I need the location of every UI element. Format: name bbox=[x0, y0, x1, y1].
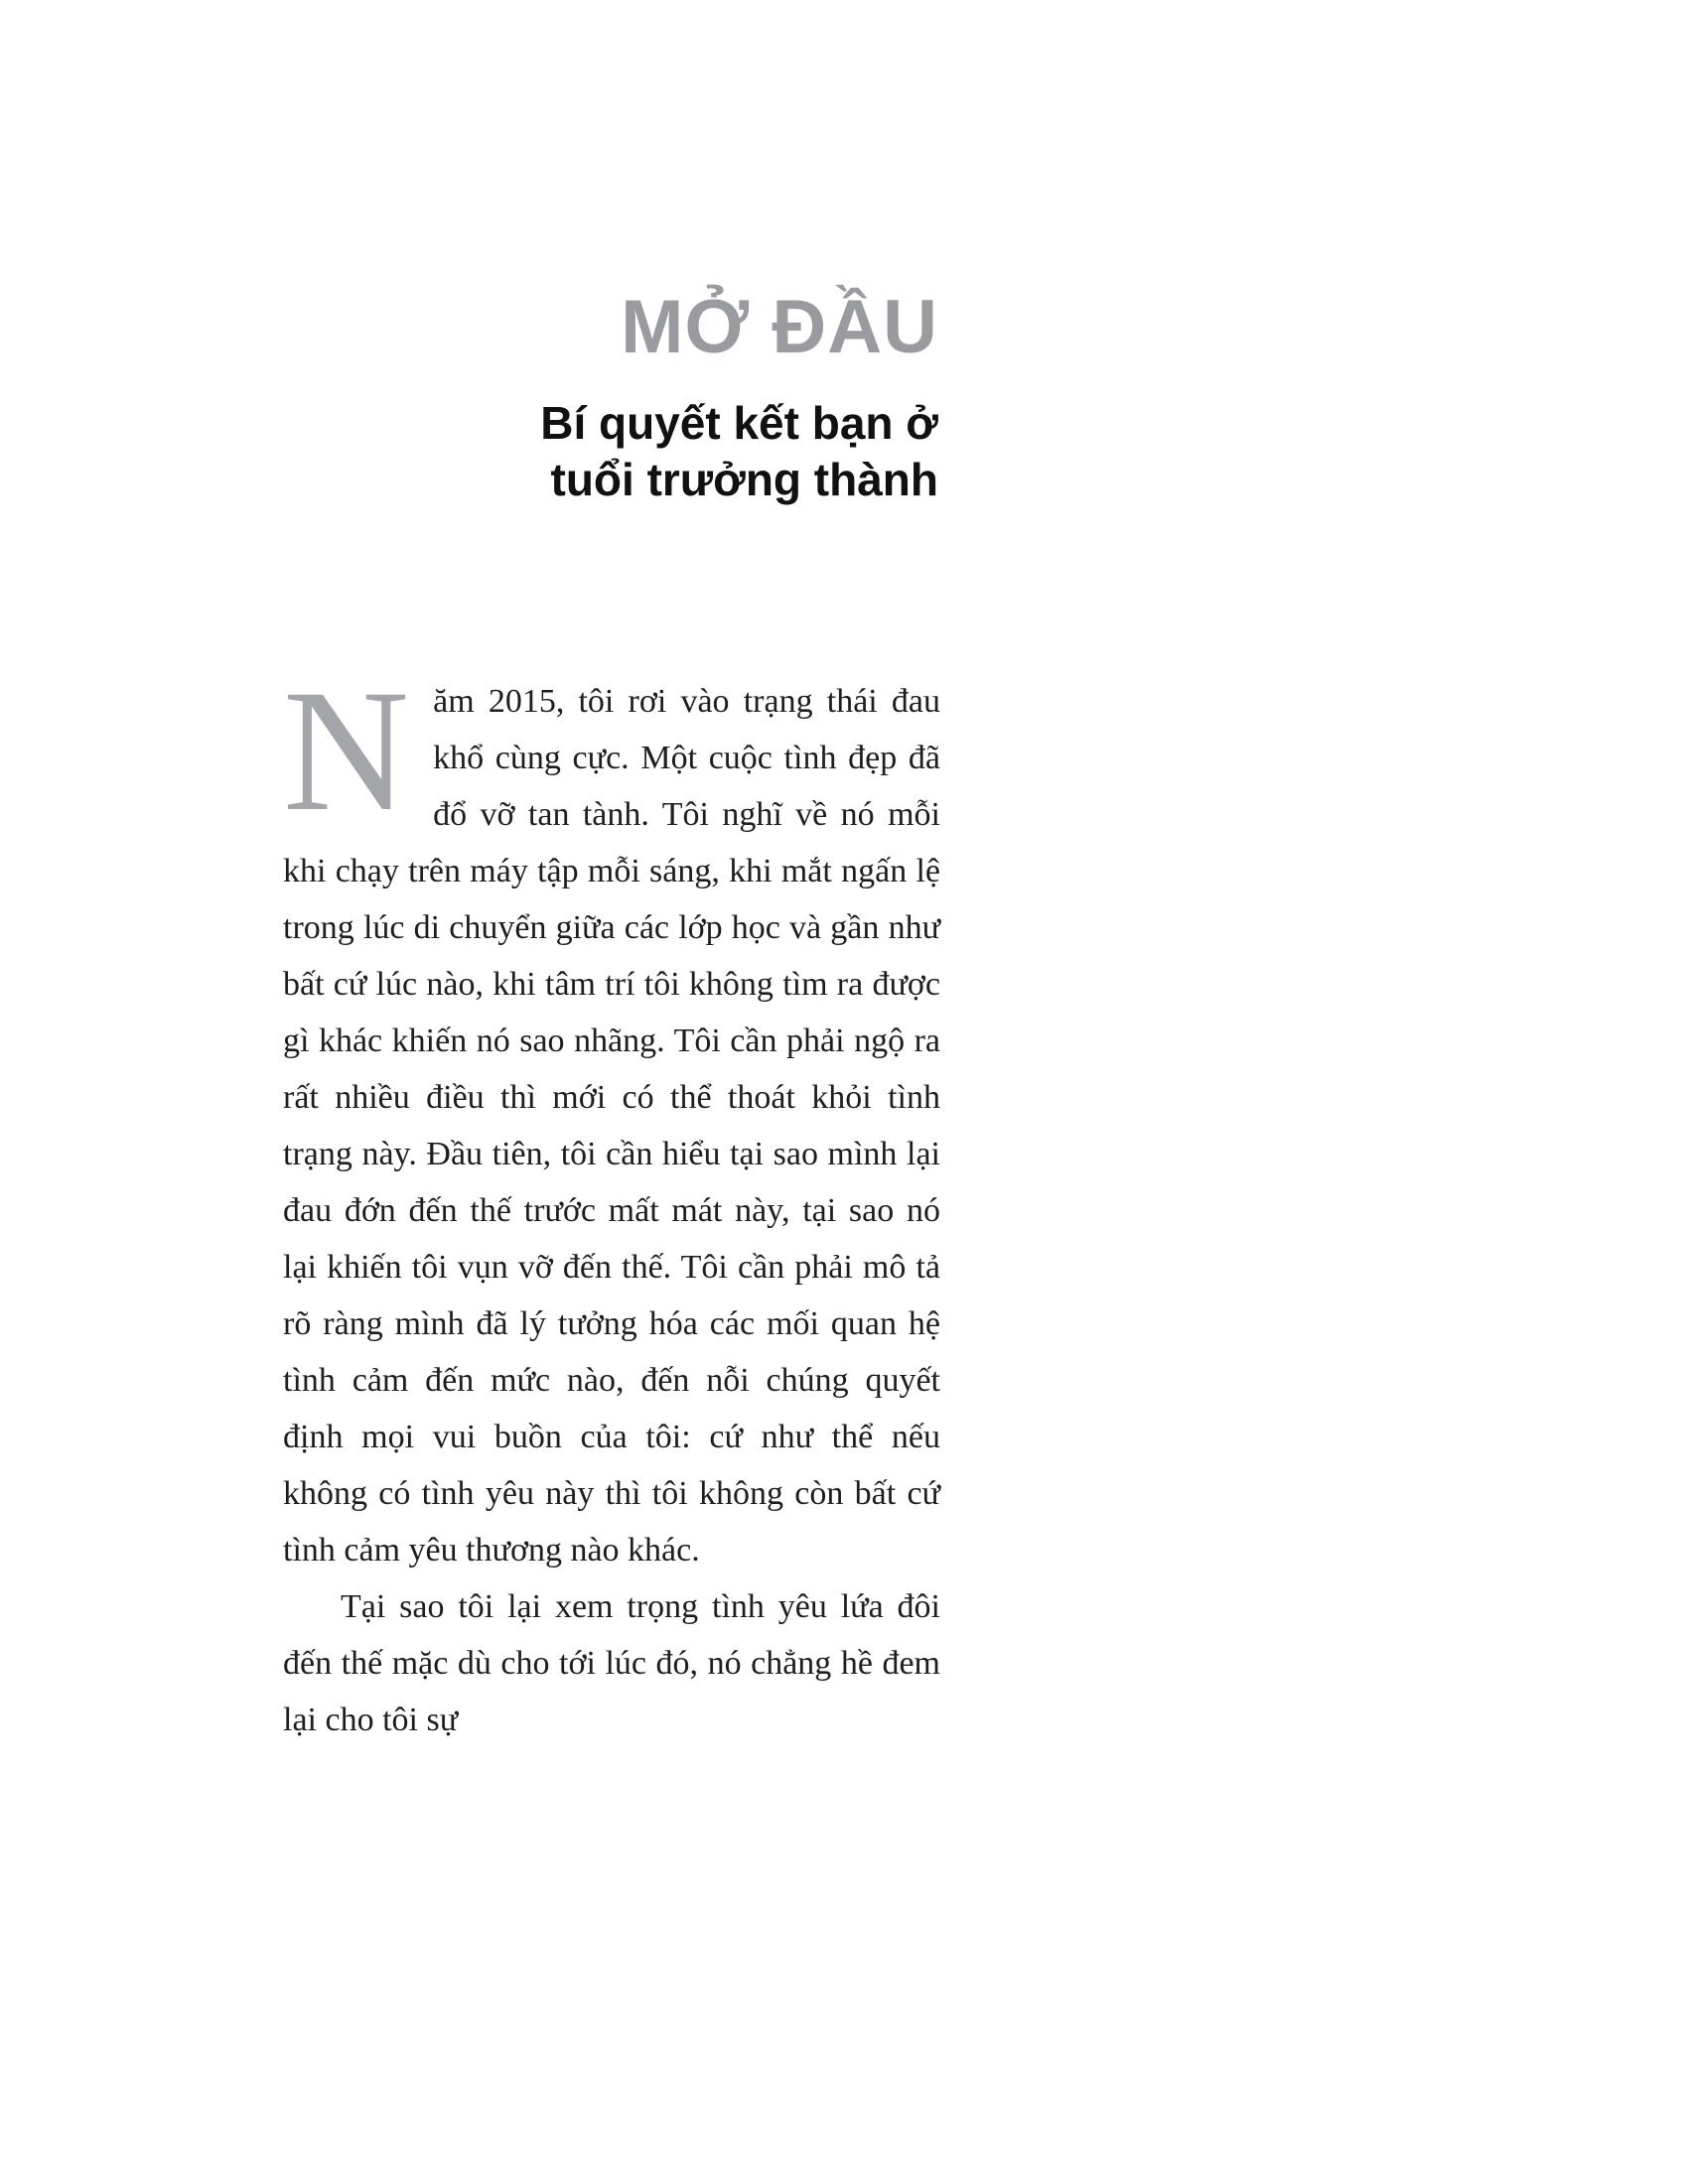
paragraph-2: Tại sao tôi lại xem trọng tình yêu lứa đôi đến thế mặc dù cho tới lúc đó, nó chẳng hề đem lại cho tôi sự bbox=[283, 1588, 940, 1738]
chapter-title: MỞ ĐẦU bbox=[621, 285, 938, 369]
chapter-subtitle bbox=[283, 395, 938, 508]
paragraph-1-text: ăm 2015, tôi rơi vào trạng thái đau khổ cùng cực. Một cuộc tình đẹp đã đổ vỡ tan tành. Tôi nghĩ về nó mỗi khi chạy trên máy tập mỗi sáng, khi mắt ngấn lệ trong lúc di chuyển giữa các lớp học và gần như bất cứ lúc nào, khi tâm trí tôi không tìm ra được gì khác khiến nó sao nhãng. Tôi cần phải ngộ ra rất nhiều điều thì mới có thể thoát khỏi tình trạng này. Đầu tiên, tôi cần hiểu tại sao mình lại đau đớn đến thế trước mất mát này, tại sao nó lại khiến tôi vụn vỡ đến thế. Tôi cần phải mô tả rõ ràng mình đã lý tưởng hóa các mối quan hệ tình cảm đến mức nào, đến nỗi chúng quyết định mọi vui buồn của tôi: cứ như thể nếu không có tình yêu này thì tôi không còn bất cứ tình cảm yêu thương nào khác. bbox=[283, 683, 940, 1569]
chapter-subtitle-line-1: Bí quyết kết bạn ở bbox=[540, 397, 938, 449]
page-body bbox=[283, 654, 940, 1748]
chapter-subtitle-line-2: tuổi trưởng thành bbox=[550, 454, 938, 505]
paragraph-1 bbox=[283, 654, 940, 1578]
chapter-header bbox=[283, 0, 938, 508]
drop-cap: N bbox=[283, 654, 410, 848]
